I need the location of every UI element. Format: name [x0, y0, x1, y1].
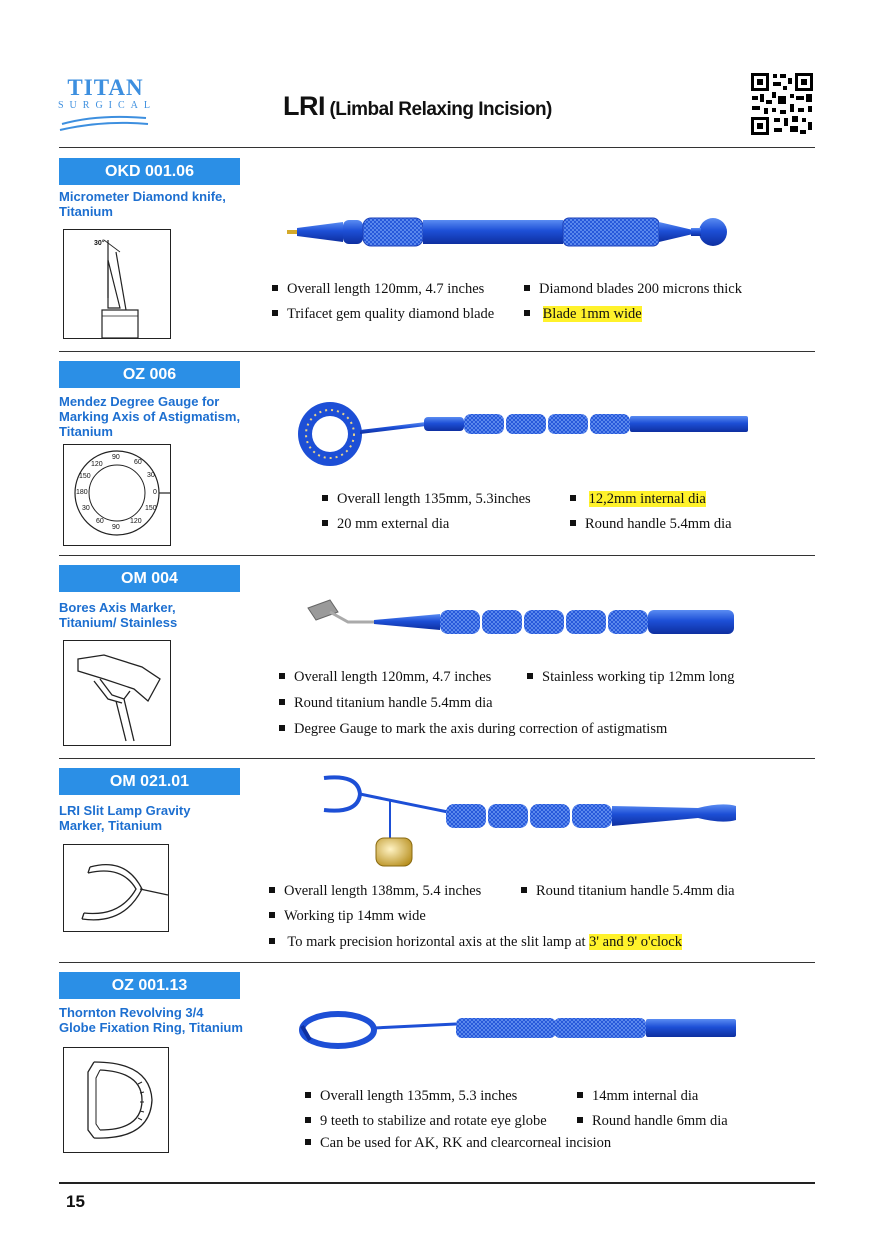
spec-item: 9 teeth to stabilize and rotate eye globe [305, 1113, 547, 1130]
spec-item: 14mm internal dia [577, 1088, 698, 1105]
highlighted-spec: 12,2mm internal dia [588, 491, 706, 507]
product-code: OZ 006 [59, 361, 240, 388]
product-description-line: Titanium/ Stainless [59, 615, 178, 630]
spec-item: Trifacet gem quality diamond blade [272, 306, 494, 323]
product-thumbnail [63, 640, 171, 746]
gravity-marker-icon [318, 772, 742, 872]
spec-item-highlight [524, 306, 642, 323]
gauge-label: 30 [147, 472, 155, 479]
spec-item: 20 mm external dia [322, 516, 449, 533]
product-code: OZ 001.13 [59, 972, 240, 999]
product-description-line: Micrometer Diamond knife, [59, 189, 226, 204]
logo-swoosh-icon [58, 112, 153, 134]
spec-item: Round titanium handle 5.4mm dia [521, 883, 735, 900]
product-description-line: Marker, Titanium [59, 818, 163, 833]
spec-item: Round titanium handle 5.4mm dia [279, 695, 493, 712]
fixation-ring-icon [296, 1006, 742, 1060]
footer-rule [59, 1182, 815, 1184]
gauge-label: 150 [145, 505, 157, 512]
degree-gauge-icon [296, 392, 752, 476]
product-description-line: Mendez Degree Gauge for [59, 394, 220, 409]
spec-item: Round handle 6mm dia [577, 1113, 728, 1130]
product-thumbnail [63, 1047, 169, 1153]
spec-item: Diamond blades 200 microns thick [524, 281, 742, 298]
axis-marker-icon [300, 596, 740, 650]
product-description-line: Marking Axis of Astigmatism, [59, 409, 241, 424]
product-description-line: Titanium [59, 204, 113, 219]
spec-item: Overall length 138mm, 5.4 inches [269, 883, 481, 900]
spec-item: Degree Gauge to mark the axis during correction of astigmatism [279, 721, 667, 738]
gauge-label: 120 [130, 518, 142, 525]
product-description-line: Thornton Revolving 3/4 [59, 1005, 204, 1020]
spec-item: Stainless working tip 12mm long [527, 669, 735, 686]
product-code: OKD 001.06 [59, 158, 240, 185]
product-description [59, 600, 259, 630]
product-description-line: Titanium [59, 424, 113, 439]
gauge-label: 60 [134, 459, 142, 466]
page-title [283, 91, 552, 122]
product-description [59, 189, 259, 219]
gauge-label: 180 [76, 489, 88, 496]
page-title-main: LRI [283, 91, 325, 121]
axis-marker-drawing-icon [64, 641, 170, 745]
brand-sub: SURGICAL [58, 100, 157, 111]
product-description-line: Bores Axis Marker, [59, 600, 176, 615]
highlighted-spec: Blade 1mm wide [542, 306, 642, 322]
angle-label: 30° [94, 240, 105, 247]
qr-code-icon [750, 72, 814, 136]
gauge-label: 150 [79, 473, 91, 480]
product-description-line: Globe Fixation Ring, Titanium [59, 1020, 243, 1035]
spec-item: Can be used for AK, RK and clearcorneal incision [305, 1135, 611, 1152]
brand-logo [58, 75, 157, 136]
product-description-line: LRI Slit Lamp Gravity [59, 803, 191, 818]
gauge-label: 0 [153, 489, 157, 496]
product-thumbnail [63, 444, 171, 546]
gauge-label: 120 [91, 461, 103, 468]
product-description [59, 394, 259, 439]
spec-item: Working tip 14mm wide [269, 908, 426, 925]
product-description [59, 803, 259, 833]
brand-name: TITAN [67, 75, 144, 100]
page-number: 15 [66, 1192, 85, 1211]
spec-item: Overall length 120mm, 4.7 inches [279, 669, 491, 686]
spec-item: Overall length 135mm, 5.3 inches [305, 1088, 517, 1105]
diamond-knife-drawing-icon [64, 230, 170, 338]
spec-item-highlight [269, 934, 682, 951]
product-description [59, 1005, 259, 1035]
fixation-ring-drawing-icon [64, 1048, 168, 1152]
spec-item: Overall length 120mm, 4.7 inches [272, 281, 484, 298]
gauge-label: 30 [82, 505, 90, 512]
spec-item: Overall length 135mm, 5.3inches [322, 491, 531, 508]
gravity-marker-drawing-icon [64, 845, 168, 931]
highlighted-spec: 3' and 9' o'clock [589, 934, 682, 950]
spec-item: Round handle 5.4mm dia [570, 516, 732, 533]
diamond-knife-icon [283, 208, 743, 258]
page-title-sub: (Limbal Relaxing Incision) [329, 99, 552, 120]
spec-item-highlight [570, 491, 706, 508]
gauge-label: 90 [112, 454, 120, 461]
gauge-label: 90 [112, 524, 120, 531]
product-thumbnail [63, 844, 169, 932]
product-thumbnail [63, 229, 171, 339]
product-code: OM 021.01 [59, 768, 240, 795]
product-code: OM 004 [59, 565, 240, 592]
gauge-label: 60 [96, 518, 104, 525]
spec-item-text: To mark precision horizontal axis at the slit lamp at [287, 934, 590, 950]
